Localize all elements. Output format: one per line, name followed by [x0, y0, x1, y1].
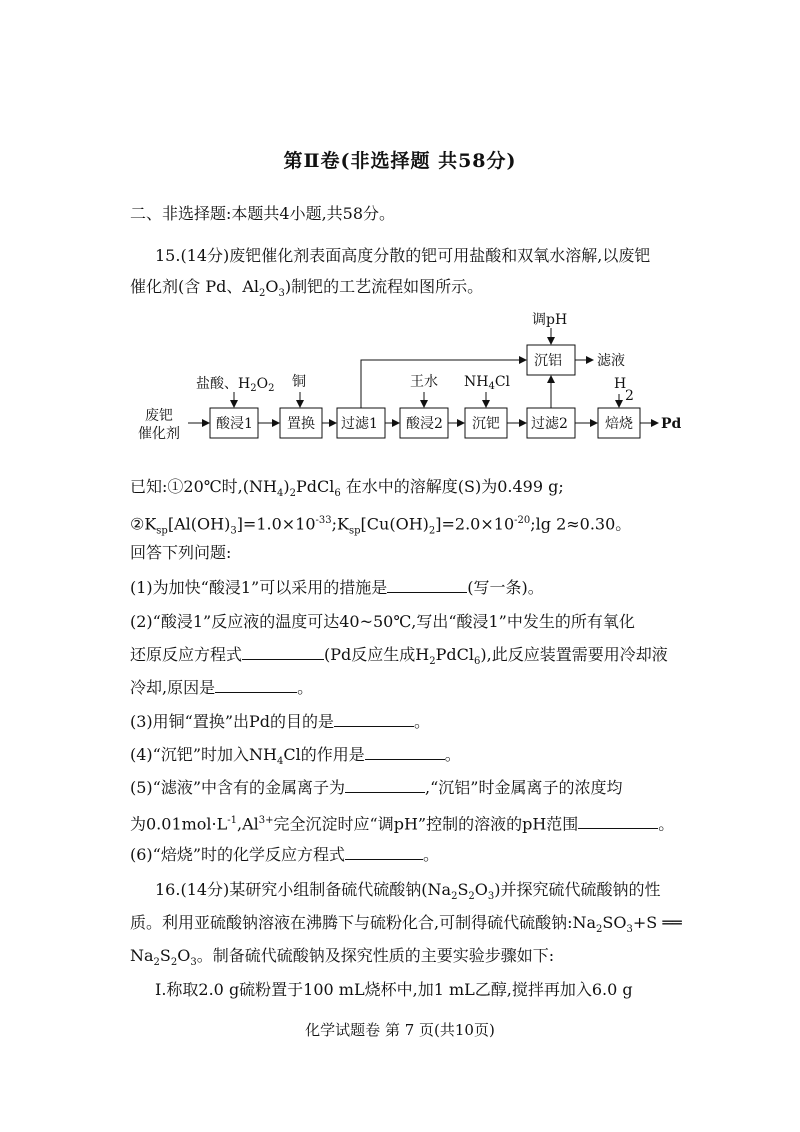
page-title: 第Ⅱ卷(非选择题 共58分) [283, 150, 517, 172]
svg-text:2: 2 [625, 388, 634, 404]
section-heading: 二、非选择题:本题共4小题,共58分。 [130, 204, 396, 223]
svg-text:焙烧: 焙烧 [605, 416, 633, 432]
q16-line-1: 16.(14分)某研究小组制备硫代硫酸钠$(Na_2S_2O_3)$并探究硫代硫酸钠的性 [155, 880, 661, 903]
svg-text:酸浸2: 酸浸2 [406, 416, 443, 432]
svg-text:沉铝: 沉铝 [534, 353, 562, 369]
reagent-h2: H [614, 376, 627, 392]
q16-line-3: $Na_2S_2O_3$。制备硫代硫酸钠及探究性质的主要实验步骤如下: [130, 946, 555, 969]
box-replace [280, 408, 322, 438]
svg-text:过滤2: 过滤2 [531, 416, 568, 432]
q15-part-6: (6)“焙烧”时的化学反应方程式 。 [130, 845, 440, 864]
box-acid-leach-1 [210, 408, 258, 438]
input-label-1: 废钯 [145, 408, 173, 424]
box-filter-1 [337, 408, 385, 438]
answer-prompt: 回答下列问题: [130, 543, 232, 562]
reagent-copper: 铜 [292, 374, 306, 390]
box-al-precip [527, 345, 575, 375]
product-pd: Pd [661, 416, 682, 432]
q15-part-1: (1)为加快“酸浸1”可以采用的措施是 (写一条)。 [130, 578, 544, 597]
answer-blank[interactable] [387, 578, 467, 593]
q15-part-5-line2: 为$0.01mol\cdot L^{-1},Al^{3+}$完全沉淀时应“调pH”控制的溶液的pH范围 。 [130, 814, 675, 834]
svg-text:置换: 置换 [287, 416, 315, 432]
reagent-hcl-h2o2: 盐酸、$H_2O_2$ [196, 376, 275, 394]
q16-line-2: 质。利用亚硫酸钠溶液在沸腾下与硫粉化合,可制得硫代硫酸钠$:Na_2SO_3+S$ ══ [130, 913, 682, 936]
box-roast [598, 408, 640, 438]
answer-blank[interactable] [365, 745, 445, 760]
answer-blank[interactable] [345, 845, 423, 860]
known-1: 已知:①20℃时$,(NH_4)_2PdCl_6$ 在水中的溶解度(S)为0.499 g; [130, 477, 564, 500]
q15-part-2-line2: 还原反应方程式 (Pd反应生成$H_2PdCl_6$),此反应装置需要用冷却液 [130, 645, 668, 668]
box-filter-2 [527, 408, 575, 438]
box-acid-leach-2 [400, 408, 448, 438]
svg-text:过滤1: 过滤1 [341, 416, 378, 432]
q15-part-2-line3: 冷却,原因是 。 [130, 678, 314, 697]
q15-part-3: (3)用铜“置换”出Pd的目的是 。 [130, 712, 431, 731]
answer-blank[interactable] [578, 814, 658, 829]
q15-part-2-line1: (2)“酸浸1”反应液的温度可达40~50℃,写出“酸浸1”中发生的所有氧化 [130, 612, 635, 631]
svg-text:酸浸1: 酸浸1 [216, 416, 253, 432]
answer-blank[interactable] [215, 678, 297, 693]
q15-part-4: (4)“沉钯”时加入$NH_4Cl$的作用是 。 [130, 745, 461, 768]
q16-line-4: Ⅰ.称取2.0 g硫粉置于100 mL烧杯中,加1 mL乙醇,搅拌再加入6.0 g [155, 980, 633, 999]
known-2: $②K_{sp}[Al(OH)_3]=1.0\times 10^{-33};K_{sp}[Cu(OH)_2]=2.0\times 10^{-20};\lg$ 2≈0.30。 [130, 514, 632, 537]
process-flow-diagram [130, 310, 710, 460]
answer-blank[interactable] [242, 645, 324, 660]
q15-intro-2: 催化剂(含 Pd、$Al_2O_3$)制钯的工艺流程如图所示。 [130, 277, 484, 300]
answer-blank[interactable] [334, 712, 414, 727]
q15-intro-1: 15.(14分)废钯催化剂表面高度分散的钯可用盐酸和双氧水溶解,以废钯 [155, 246, 651, 265]
q15-part-5-line1: (5)“滤液”中含有的金属离子为 ,“沉铝”时金属离子的浓度均 [130, 778, 623, 797]
answer-blank[interactable] [345, 778, 425, 793]
ph-label: 调pH [532, 312, 568, 328]
input-label-2: 催化剂 [138, 426, 180, 442]
reagent-nh4cl: $NH_4Cl$ [464, 374, 511, 392]
reagent-aqua-regia: 王水 [410, 374, 438, 390]
page-footer: 化学试题卷 第 7 页(共10页) [305, 1021, 495, 1039]
filtrate-label: 滤液 [597, 353, 625, 369]
box-pd-precip [465, 408, 507, 438]
svg-text:沉钯: 沉钯 [472, 416, 500, 432]
